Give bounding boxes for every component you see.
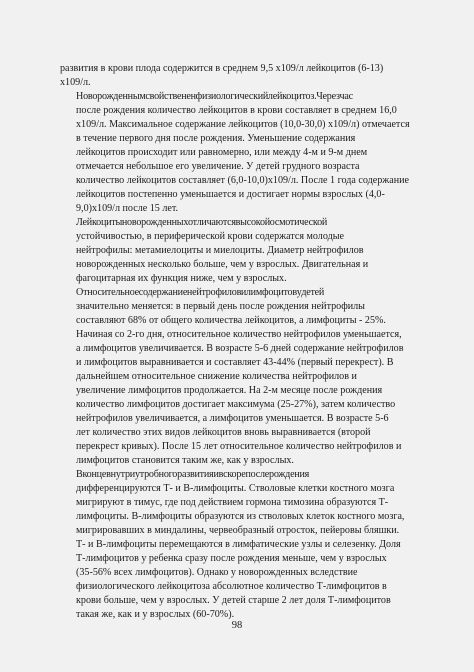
text-line: х109/л. Максимальное содержание лейкоцитов (10,0-30,0) х109/л) отмечается [76,119,410,130]
text-line: мигрировавших в миндалины, червеобразный отросток, пейеровы бляшки. [76,525,400,536]
text-line: 9,0)х109/л после 15 лет. [76,203,179,214]
text-line: Т- и В-лимфоциты перемещаются в лимфатические узлы и селезенку. Доля [76,539,401,550]
text-line: нейтрофилов увеличивается, а лимфоцитов уменьшается. В возрасте 5-6 [76,413,389,424]
text-line: дифференцируются Т- и В-лимфоциты. Стволовые клетки костного мозга [76,483,395,494]
paragraph [60,90,417,216]
text-line: крови больше, чем у взрослых. У детей старше 2 лет доля Т-лимфоцитов [76,595,391,606]
page-number: 98 [231,620,243,631]
paragraph [60,286,417,468]
text-line: В конце внутриутробного развития и вскоре после рождения [76,469,310,480]
text-line: отмечается небольшое его увеличение. У детей грудного возраста [76,161,360,172]
text-line: количество лейкоцитов составляет (6,0-10,0)х109/л. После 1 года содержание [76,175,410,186]
text-line: лимфоциты. В-лимфоциты образуются из стволовых клеток костного мозга, [76,511,405,522]
text-line: лейкоцитов постепенно уменьшается и достигает нормы взрослых (4,0- [76,189,385,200]
text-line: составляют 68% от общего количества лейкоцитов, а лимфоциты - 25%. [76,315,386,326]
text-line: после рождения количество лейкоцитов в крови составляет в среднем 16,0 [76,105,397,116]
text-line: устойчивостью, в периферической крови содержатся молодые [76,231,345,242]
text-line: Начиная со 2-го дня, относительное количество нейтрофилов уменьшается, [76,329,402,340]
text-line: такая же, как и у взрослых (60-70%). [76,609,235,620]
text-line: Т-лимфоцитов у ребенка сразу после рождения меньше, чем у взрослых [76,553,387,564]
text-line: Новорожденным свойственен физиологический лейкоцитоз. Через час [76,91,353,102]
text-line: развития в крови плода содержится в среднем 9,5 х109/л лейкоцитов (6-13) [60,63,384,74]
text-line: физиологического лейкоцитоза абсолютное количество Т-лимфоцитов в [76,581,387,592]
text-line: Лейкоциты новорожденных отличаются высокой осмотической [76,217,328,228]
text-line: фагоцитарная их функция ниже, чем у взрослых. [76,273,287,284]
text-line: мигрируют в тимус, где под действием гормона тимозина образуются Т- [76,497,389,508]
text-line: значительно меняется: в первый день после рождения нейтрофилы [76,301,365,312]
text-line: перекрест кривых). После 15 лет относительное количество нейтрофилов и [76,441,402,452]
text-line: новорожденных несколько больше, чем у взрослых. Двигательная и [76,259,369,270]
text-line: нейтрофилы: метамиелоциты и миелоциты. Диаметр нейтрофилов [76,245,364,256]
text-line: лейкоцитов происходит или равномерно, или между 4-м и 9-м днем [76,147,368,158]
text-line: а лимфоцитов увеличивается. В возрасте 5-6 дней содержание нейтрофилов [76,343,404,354]
paragraph [60,216,417,286]
text-line: х109/л. [60,77,91,88]
text-line: увеличение лимфоцитов продолжается. На 2-м месяце после рождения [76,385,383,396]
text-line: количество лимфоцитов достигает максимума (25-27%), затем количество [76,399,396,410]
text-line: Относительное содержание нейтрофилов и лимфоцитов у детей [76,287,325,298]
text-line: и лимфоцитов выравнивается и составляет 43-44% (первый перекрест). В [76,357,394,368]
text-line: лет количество этих видов лейкоцитов вновь выравнивается (второй [76,427,371,438]
text-line: дальнейшем относительное снижение количества нейтрофилов и [76,371,357,382]
text-line: (35-56% всех лимфоцитов). Однако у новорожденных вследствие [76,567,358,578]
body-text [60,62,417,622]
text-line: лимфоцитов становится таким же, как у взрослых. [76,455,294,466]
paragraph [60,62,417,90]
text-line: в течение первого дня после рождения. Уменьшение содержания [76,133,356,144]
paragraph [60,468,417,622]
